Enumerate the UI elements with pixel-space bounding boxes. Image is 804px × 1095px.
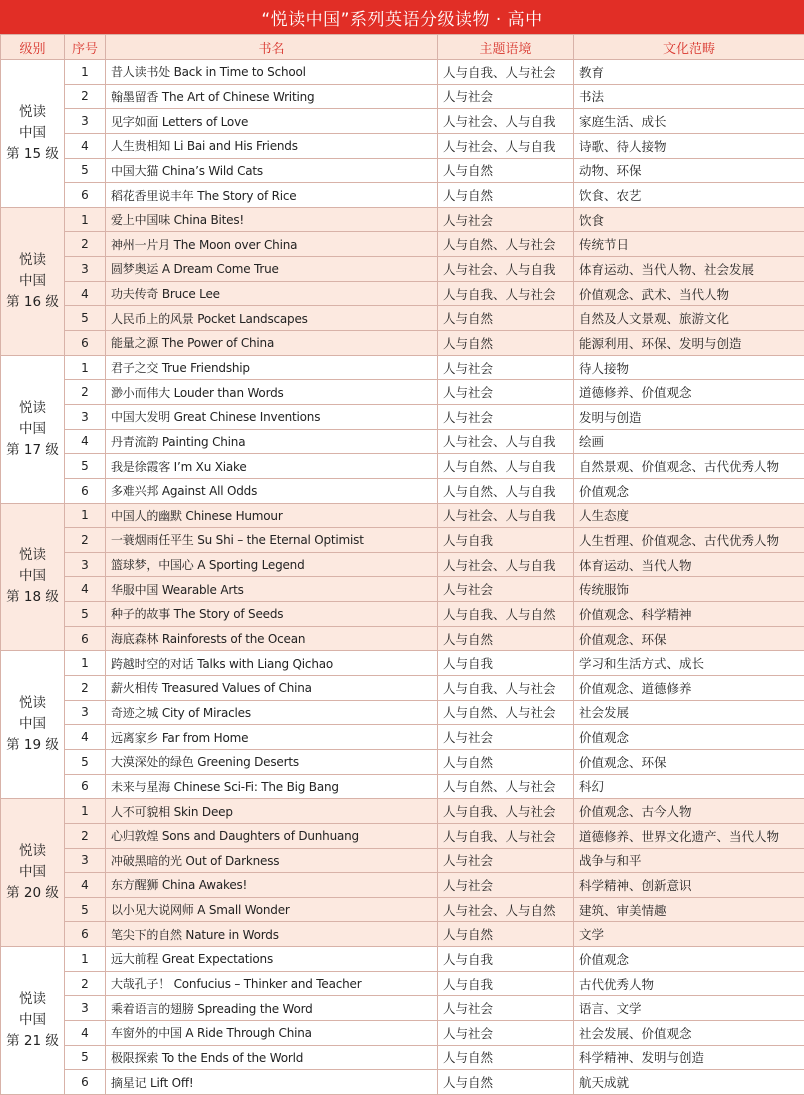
culture-category: 建筑、审美情趣 xyxy=(574,897,804,922)
level-cell xyxy=(1,355,65,503)
table-row xyxy=(1,848,804,873)
book-title: 乘着语言的翅膀 Spreading the Word xyxy=(106,996,438,1021)
culture-category: 科学精神、创新意识 xyxy=(574,873,804,898)
theme-context: 人与社会 xyxy=(438,577,574,602)
theme-context: 人与社会 xyxy=(438,207,574,232)
table-row xyxy=(1,84,804,109)
book-title: 稻花香里说丰年 The Story of Rice xyxy=(106,183,438,208)
book-number: 6 xyxy=(65,478,106,503)
book-number: 5 xyxy=(65,454,106,479)
table-row xyxy=(1,799,804,824)
book-title: 大漠深处的绿色 Greening Deserts xyxy=(106,749,438,774)
book-title: 跨越时空的对话 Talks with Liang Qichao xyxy=(106,651,438,676)
table-row xyxy=(1,700,804,725)
culture-category: 道德修养、价值观念 xyxy=(574,380,804,405)
culture-category: 文学 xyxy=(574,922,804,947)
theme-context: 人与社会 xyxy=(438,84,574,109)
table-row xyxy=(1,454,804,479)
theme-context: 人与自然、人与自我 xyxy=(438,478,574,503)
table-row xyxy=(1,1020,804,1045)
theme-context: 人与社会 xyxy=(438,380,574,405)
header-theme: 主题语境 xyxy=(438,35,574,60)
book-title: 渺小而伟大 Louder than Words xyxy=(106,380,438,405)
book-number: 3 xyxy=(65,552,106,577)
table-row xyxy=(1,478,804,503)
culture-category: 价值观念、武术、当代人物 xyxy=(574,281,804,306)
level-group xyxy=(1,503,804,651)
theme-context: 人与自然 xyxy=(438,1045,574,1070)
book-title: 我是徐霞客 I’m Xu Xiake xyxy=(106,454,438,479)
table-row xyxy=(1,429,804,454)
book-number: 6 xyxy=(65,331,106,356)
theme-context: 人与自然 xyxy=(438,749,574,774)
header-level: 级别 xyxy=(1,35,65,60)
table-row xyxy=(1,281,804,306)
culture-category: 价值观念 xyxy=(574,947,804,972)
culture-category: 体育运动、当代人物、社会发展 xyxy=(574,257,804,282)
culture-category: 航天成就 xyxy=(574,1070,804,1095)
table-row xyxy=(1,873,804,898)
culture-category: 价值观念、科学精神 xyxy=(574,602,804,627)
book-number: 4 xyxy=(65,429,106,454)
book-number: 1 xyxy=(65,355,106,380)
book-number: 2 xyxy=(65,528,106,553)
book-title: 华服中国 Wearable Arts xyxy=(106,577,438,602)
level-label: 悦读 xyxy=(1,398,64,419)
theme-context: 人与社会 xyxy=(438,1020,574,1045)
table-row xyxy=(1,922,804,947)
header-no: 序号 xyxy=(65,35,106,60)
table-row xyxy=(1,897,804,922)
theme-context: 人与自然、人与社会 xyxy=(438,774,574,799)
level-cell xyxy=(1,799,65,947)
culture-category: 社会发展、价值观念 xyxy=(574,1020,804,1045)
level-group xyxy=(1,207,804,355)
book-title: 种子的故事 The Story of Seeds xyxy=(106,602,438,627)
culture-category: 人生态度 xyxy=(574,503,804,528)
table-row xyxy=(1,232,804,257)
table-row xyxy=(1,552,804,577)
book-title: 人生贵相知 Li Bai and His Friends xyxy=(106,133,438,158)
culture-category: 学习和生活方式、成长 xyxy=(574,651,804,676)
book-title: 见字如面 Letters of Love xyxy=(106,109,438,134)
book-number: 1 xyxy=(65,207,106,232)
table-row xyxy=(1,626,804,651)
culture-category: 人生哲理、价值观念、古代优秀人物 xyxy=(574,528,804,553)
table-row xyxy=(1,947,804,972)
book-number: 3 xyxy=(65,996,106,1021)
theme-context: 人与自然 xyxy=(438,183,574,208)
level-cell xyxy=(1,60,65,208)
culture-category: 体育运动、当代人物 xyxy=(574,552,804,577)
table-row xyxy=(1,257,804,282)
culture-category: 饮食 xyxy=(574,207,804,232)
book-title: 中国大猫 China’s Wild Cats xyxy=(106,158,438,183)
theme-context: 人与社会、人与自然 xyxy=(438,897,574,922)
book-title: 君子之交 True Friendship xyxy=(106,355,438,380)
culture-category: 社会发展 xyxy=(574,700,804,725)
theme-context: 人与社会 xyxy=(438,848,574,873)
book-title: 以小见大说网师 A Small Wonder xyxy=(106,897,438,922)
level-label: 第 21 级 xyxy=(1,1031,64,1052)
table-row xyxy=(1,158,804,183)
header-culture: 文化范畴 xyxy=(574,35,804,60)
culture-category: 能源利用、环保、发明与创造 xyxy=(574,331,804,356)
book-title: 东方醒狮 China Awakes! xyxy=(106,873,438,898)
theme-context: 人与自然、人与社会 xyxy=(438,232,574,257)
book-number: 4 xyxy=(65,281,106,306)
theme-context: 人与自我、人与社会 xyxy=(438,676,574,701)
culture-category: 动物、环保 xyxy=(574,158,804,183)
book-number: 4 xyxy=(65,1020,106,1045)
table-row xyxy=(1,971,804,996)
book-title: 丹青流韵 Painting China xyxy=(106,429,438,454)
theme-context: 人与自我 xyxy=(438,971,574,996)
theme-context: 人与自我、人与自然 xyxy=(438,602,574,627)
level-label: 悦读 xyxy=(1,989,64,1010)
book-number: 6 xyxy=(65,774,106,799)
book-title: 心归敦煌 Sons and Daughters of Dunhuang xyxy=(106,823,438,848)
theme-context: 人与社会 xyxy=(438,355,574,380)
book-number: 1 xyxy=(65,799,106,824)
theme-context: 人与自然 xyxy=(438,626,574,651)
culture-category: 战争与和平 xyxy=(574,848,804,873)
theme-context: 人与社会 xyxy=(438,404,574,429)
level-group xyxy=(1,355,804,503)
culture-category: 绘画 xyxy=(574,429,804,454)
book-number: 5 xyxy=(65,306,106,331)
culture-category: 古代优秀人物 xyxy=(574,971,804,996)
theme-context: 人与社会、人与自我 xyxy=(438,503,574,528)
level-label: 悦读 xyxy=(1,693,64,714)
table-row xyxy=(1,109,804,134)
level-cell xyxy=(1,503,65,651)
theme-context: 人与自我、人与社会 xyxy=(438,281,574,306)
theme-context: 人与社会、人与自我 xyxy=(438,429,574,454)
header-title: 书名 xyxy=(106,35,438,60)
book-number: 1 xyxy=(65,651,106,676)
theme-context: 人与社会、人与自我 xyxy=(438,133,574,158)
culture-category: 传统服饰 xyxy=(574,577,804,602)
book-title: 车窗外的中国 A Ride Through China xyxy=(106,1020,438,1045)
culture-category: 语言、文学 xyxy=(574,996,804,1021)
table-row xyxy=(1,749,804,774)
reading-list-table xyxy=(0,34,804,1095)
book-number: 2 xyxy=(65,676,106,701)
culture-category: 道德修养、世界文化遗产、当代人物 xyxy=(574,823,804,848)
level-label: 悦读 xyxy=(1,250,64,271)
culture-category: 科幻 xyxy=(574,774,804,799)
culture-category: 发明与创造 xyxy=(574,404,804,429)
culture-category: 价值观念 xyxy=(574,725,804,750)
table-row xyxy=(1,1070,804,1095)
theme-context: 人与自我 xyxy=(438,947,574,972)
theme-context: 人与自我 xyxy=(438,651,574,676)
table-row xyxy=(1,183,804,208)
table-row xyxy=(1,651,804,676)
culture-category: 价值观念 xyxy=(574,478,804,503)
theme-context: 人与社会 xyxy=(438,725,574,750)
level-label: 悦读 xyxy=(1,841,64,862)
book-number: 4 xyxy=(65,133,106,158)
book-title: 薪火相传 Treasured Values of China xyxy=(106,676,438,701)
book-number: 1 xyxy=(65,60,106,85)
book-number: 6 xyxy=(65,626,106,651)
book-title: 功夫传奇 Bruce Lee xyxy=(106,281,438,306)
book-number: 3 xyxy=(65,109,106,134)
level-label: 第 16 级 xyxy=(1,292,64,313)
table-row xyxy=(1,774,804,799)
theme-context: 人与社会 xyxy=(438,873,574,898)
table-row xyxy=(1,133,804,158)
table-row xyxy=(1,725,804,750)
table-row xyxy=(1,676,804,701)
table-row xyxy=(1,1045,804,1070)
book-number: 4 xyxy=(65,873,106,898)
book-number: 3 xyxy=(65,404,106,429)
table-row xyxy=(1,207,804,232)
book-number: 2 xyxy=(65,823,106,848)
book-number: 3 xyxy=(65,257,106,282)
book-title: 一蓑烟雨任平生 Su Shi – the Eternal Optimist xyxy=(106,528,438,553)
culture-category: 价值观念、环保 xyxy=(574,626,804,651)
culture-category: 价值观念、古今人物 xyxy=(574,799,804,824)
level-cell xyxy=(1,947,65,1095)
book-number: 5 xyxy=(65,749,106,774)
table-row xyxy=(1,996,804,1021)
book-title: 摘星记 Lift Off! xyxy=(106,1070,438,1095)
book-number: 1 xyxy=(65,503,106,528)
book-title: 翰墨留香 The Art of Chinese Writing xyxy=(106,84,438,109)
culture-category: 家庭生活、成长 xyxy=(574,109,804,134)
book-title: 多难兴邦 Against All Odds xyxy=(106,478,438,503)
level-label: 中国 xyxy=(1,566,64,587)
table-row xyxy=(1,380,804,405)
book-number: 6 xyxy=(65,183,106,208)
culture-category: 饮食、农艺 xyxy=(574,183,804,208)
book-title: 海底森林 Rainforests of the Ocean xyxy=(106,626,438,651)
culture-category: 自然及人文景观、旅游文化 xyxy=(574,306,804,331)
level-cell xyxy=(1,207,65,355)
book-title: 未来与星海 Chinese Sci-Fi: The Big Bang xyxy=(106,774,438,799)
book-title: 奇迹之城 City of Miracles xyxy=(106,700,438,725)
table-row xyxy=(1,602,804,627)
book-title: 圆梦奥运 A Dream Come True xyxy=(106,257,438,282)
table-row xyxy=(1,60,804,85)
table-row xyxy=(1,577,804,602)
book-title: 远离家乡 Far from Home xyxy=(106,725,438,750)
book-title: 昔人读书处 Back in Time to School xyxy=(106,60,438,85)
culture-category: 教育 xyxy=(574,60,804,85)
book-number: 5 xyxy=(65,1045,106,1070)
book-number: 5 xyxy=(65,602,106,627)
theme-context: 人与自然 xyxy=(438,158,574,183)
book-number: 2 xyxy=(65,84,106,109)
book-title: 能量之源 The Power of China xyxy=(106,331,438,356)
level-label: 中国 xyxy=(1,123,64,144)
table-row xyxy=(1,306,804,331)
book-title: 篮球梦，中国心 A Sporting Legend xyxy=(106,552,438,577)
book-number: 3 xyxy=(65,700,106,725)
theme-context: 人与社会 xyxy=(438,996,574,1021)
book-number: 6 xyxy=(65,1070,106,1095)
table-row xyxy=(1,355,804,380)
level-group xyxy=(1,799,804,947)
book-title: 极限探索 To the Ends of the World xyxy=(106,1045,438,1070)
table-row xyxy=(1,528,804,553)
level-group xyxy=(1,947,804,1095)
culture-category: 科学精神、发明与创造 xyxy=(574,1045,804,1070)
culture-category: 传统节日 xyxy=(574,232,804,257)
theme-context: 人与自然 xyxy=(438,1070,574,1095)
level-label: 悦读 xyxy=(1,545,64,566)
theme-context: 人与自我、人与社会 xyxy=(438,823,574,848)
theme-context: 人与自我、人与社会 xyxy=(438,60,574,85)
table-row xyxy=(1,331,804,356)
level-label: 中国 xyxy=(1,862,64,883)
level-label: 第 17 级 xyxy=(1,440,64,461)
book-number: 2 xyxy=(65,380,106,405)
banner xyxy=(0,0,804,34)
culture-category: 价值观念、道德修养 xyxy=(574,676,804,701)
theme-context: 人与社会、人与自我 xyxy=(438,257,574,282)
book-number: 5 xyxy=(65,897,106,922)
theme-context: 人与自然 xyxy=(438,331,574,356)
table-row xyxy=(1,823,804,848)
culture-category: 自然景观、价值观念、古代优秀人物 xyxy=(574,454,804,479)
book-title: 神州一片月 The Moon over China xyxy=(106,232,438,257)
level-label: 第 15 级 xyxy=(1,144,64,165)
culture-category: 书法 xyxy=(574,84,804,109)
book-title: 中国大发明 Great Chinese Inventions xyxy=(106,404,438,429)
banner-title: “悦读中国”系列英语分级读物 · 高中 xyxy=(261,5,542,30)
level-label: 中国 xyxy=(1,1010,64,1031)
book-number: 4 xyxy=(65,725,106,750)
theme-context: 人与自然 xyxy=(438,306,574,331)
book-number: 4 xyxy=(65,577,106,602)
level-group xyxy=(1,60,804,208)
book-title: 大哉孔子！ Confucius – Thinker and Teacher xyxy=(106,971,438,996)
book-title: 远大前程 Great Expectations xyxy=(106,947,438,972)
culture-category: 待人接物 xyxy=(574,355,804,380)
level-label: 中国 xyxy=(1,419,64,440)
header-row xyxy=(1,35,804,60)
level-label: 悦读 xyxy=(1,102,64,123)
level-label: 第 18 级 xyxy=(1,587,64,608)
theme-context: 人与社会、人与自我 xyxy=(438,109,574,134)
table-row xyxy=(1,503,804,528)
culture-category: 价值观念、环保 xyxy=(574,749,804,774)
theme-context: 人与社会、人与自我 xyxy=(438,552,574,577)
level-group xyxy=(1,651,804,799)
level-label: 中国 xyxy=(1,714,64,735)
table-row xyxy=(1,404,804,429)
book-number: 5 xyxy=(65,158,106,183)
book-number: 6 xyxy=(65,922,106,947)
book-title: 笔尖下的自然 Nature in Words xyxy=(106,922,438,947)
book-title: 人民币上的风景 Pocket Landscapes xyxy=(106,306,438,331)
book-number: 3 xyxy=(65,848,106,873)
culture-category: 诗歌、待人接物 xyxy=(574,133,804,158)
level-cell xyxy=(1,651,65,799)
book-title: 冲破黑暗的光 Out of Darkness xyxy=(106,848,438,873)
book-title: 人不可貌相 Skin Deep xyxy=(106,799,438,824)
level-label: 第 19 级 xyxy=(1,735,64,756)
book-number: 2 xyxy=(65,232,106,257)
level-label: 第 20 级 xyxy=(1,883,64,904)
theme-context: 人与自然 xyxy=(438,922,574,947)
level-label: 中国 xyxy=(1,271,64,292)
theme-context: 人与自然、人与社会 xyxy=(438,700,574,725)
theme-context: 人与自我、人与社会 xyxy=(438,799,574,824)
theme-context: 人与自我 xyxy=(438,528,574,553)
book-number: 2 xyxy=(65,971,106,996)
book-number: 1 xyxy=(65,947,106,972)
theme-context: 人与自然、人与自我 xyxy=(438,454,574,479)
book-title: 中国人的幽默 Chinese Humour xyxy=(106,503,438,528)
book-title: 爱上中国味 China Bites! xyxy=(106,207,438,232)
